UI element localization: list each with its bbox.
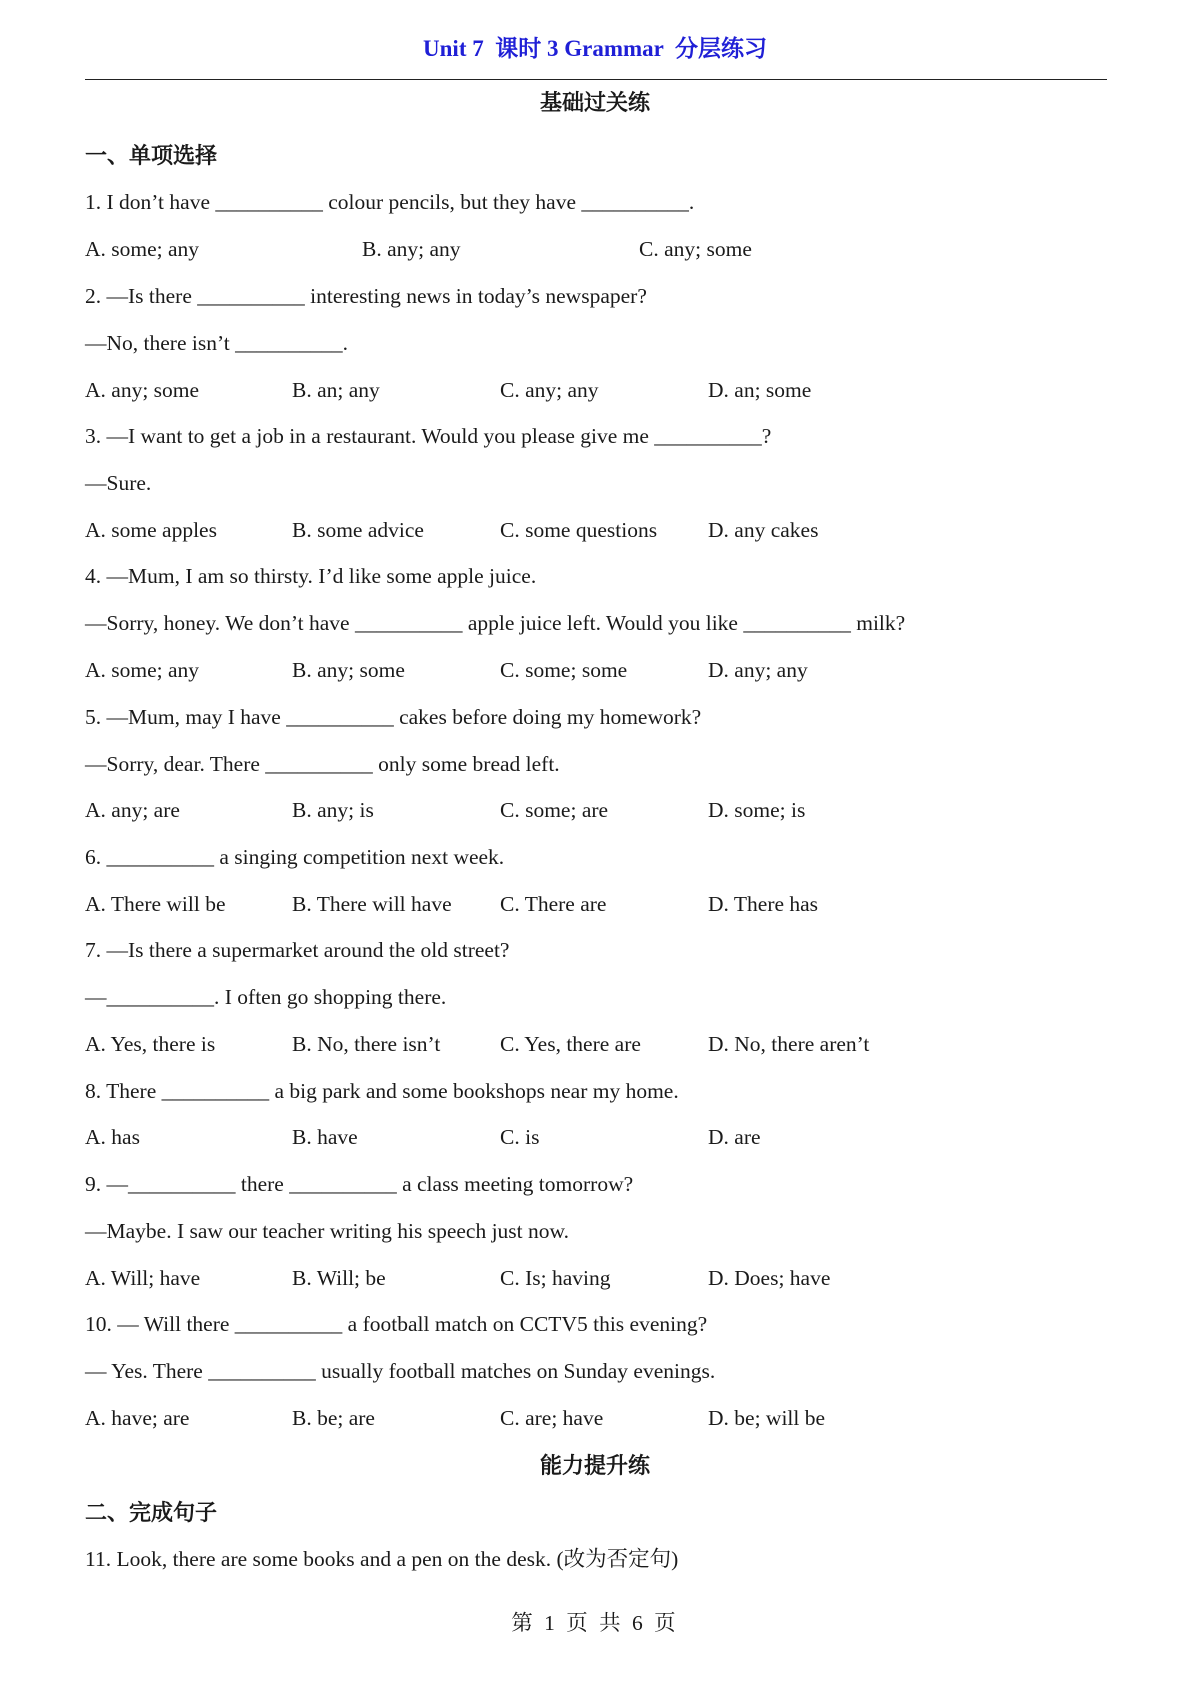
question-1-line-1: 1. I don’t have __________ colour pencils, but they have __________. <box>85 190 695 214</box>
question-10-option-b: B. be; are <box>292 1406 375 1430</box>
question-9-option-b: B. Will; be <box>292 1266 386 1290</box>
question-10-line-2: — Yes. There __________ usually football matches on Sunday evenings. <box>85 1359 716 1383</box>
question-3-option-c: C. some questions <box>500 518 658 542</box>
question-2-option-c: C. any; any <box>500 378 599 402</box>
question-1-option-b: B. any; any <box>362 237 461 261</box>
document-title: Unit 7 课时 3 Grammar 分层练习 <box>423 36 767 61</box>
question-9-option-c: C. Is; having <box>500 1266 611 1290</box>
question-9-line-2: —Maybe. I saw our teacher writing his speech just now. <box>85 1219 570 1243</box>
question-2-line-2: —No, there isn’t __________. <box>85 331 348 355</box>
part1-title: 一、单项选择 <box>85 143 218 168</box>
question-8-option-b: B. have <box>292 1125 358 1149</box>
question-8-option-a: A. has <box>85 1125 140 1149</box>
question-10-option-c: C. are; have <box>500 1406 604 1430</box>
question-4-line-2: —Sorry, honey. We don’t have __________ apple juice left. Would you like __________ milk? <box>85 611 906 635</box>
question-5-option-b: B. any; is <box>292 798 374 822</box>
question-10-option-d: D. be; will be <box>708 1406 826 1430</box>
question-2-option-b: B. an; any <box>292 378 380 402</box>
question-4-option-a: A. some; any <box>85 658 200 682</box>
question-2-option-d: D. an; some <box>708 378 812 402</box>
question-10-line-1: 10. — Will there __________ a football match on CCTV5 this evening? <box>85 1312 708 1336</box>
question-4-option-c: C. some; some <box>500 658 628 682</box>
question-3-option-b: B. some advice <box>292 518 424 542</box>
question-5-option-a: A. any; are <box>85 798 180 822</box>
question-4-option-b: B. any; some <box>292 658 405 682</box>
question-7-line-1: 7. —Is there a supermarket around the old street? <box>85 938 510 962</box>
question-9-option-d: D. Does; have <box>708 1266 831 1290</box>
question-8-option-c: C. is <box>500 1125 540 1149</box>
question-3-line-2: —Sure. <box>85 471 152 495</box>
question-2-option-a: A. any; some <box>85 378 200 402</box>
question-5-line-1: 5. —Mum, may I have __________ cakes before doing my homework? <box>85 705 702 729</box>
question-6-option-a: A. There will be <box>85 892 226 916</box>
question-6-line-1: 6. __________ a singing competition next week. <box>85 845 505 869</box>
question-8-option-d: D. are <box>708 1125 761 1149</box>
question-2-line-1: 2. —Is there __________ interesting news in today’s newspaper? <box>85 284 647 308</box>
question-5-option-c: C. some; are <box>500 798 609 822</box>
question-10-option-a: A. have; are <box>85 1406 190 1430</box>
question-9-line-1: 9. —__________ there __________ a class meeting tomorrow? <box>85 1172 634 1196</box>
question-7-option-c: C. Yes, there are <box>500 1032 641 1056</box>
question-4-line-1: 4. —Mum, I am so thirsty. I’d like some apple juice. <box>85 564 537 588</box>
question-5-line-2: —Sorry, dear. There __________ only some bread left. <box>85 752 560 776</box>
question-3-option-d: D. any cakes <box>708 518 819 542</box>
page-footer: 第 1 页 共 6 页 <box>511 1611 679 1635</box>
question-7-line-2: —__________. I often go shopping there. <box>85 985 447 1009</box>
question-8-line-1: 8. There __________ a big park and some bookshops near my home. <box>85 1079 679 1103</box>
question-6-option-d: D. There has <box>708 892 819 916</box>
question-6-option-b: B. There will have <box>292 892 452 916</box>
question-3-option-a: A. some apples <box>85 518 217 542</box>
question-6-option-c: C. There are <box>500 892 607 916</box>
question-7-option-b: B. No, there isn’t <box>292 1032 441 1056</box>
question-7-option-d: D. No, there aren’t <box>708 1032 870 1056</box>
question-9-option-a: A. Will; have <box>85 1266 201 1290</box>
section-advanced-heading: 能力提升练 <box>539 1453 650 1478</box>
question-7-option-a: A. Yes, there is <box>85 1032 216 1056</box>
section-basic-heading: 基础过关练 <box>539 90 650 115</box>
question-3-line-1: 3. —I want to get a job in a restaurant. Would you please give me __________? <box>85 424 772 448</box>
question-1-option-c: C. any; some <box>639 237 752 261</box>
part2-title: 二、完成句子 <box>85 1500 218 1525</box>
question-1-option-a: A. some; any <box>85 237 200 261</box>
question-5-option-d: D. some; is <box>708 798 806 822</box>
question-11-line-1: 11. Look, there are some books and a pen on the desk. (改为否定句) <box>85 1547 679 1571</box>
header-divider <box>85 79 1107 80</box>
question-4-option-d: D. any; any <box>708 658 808 682</box>
